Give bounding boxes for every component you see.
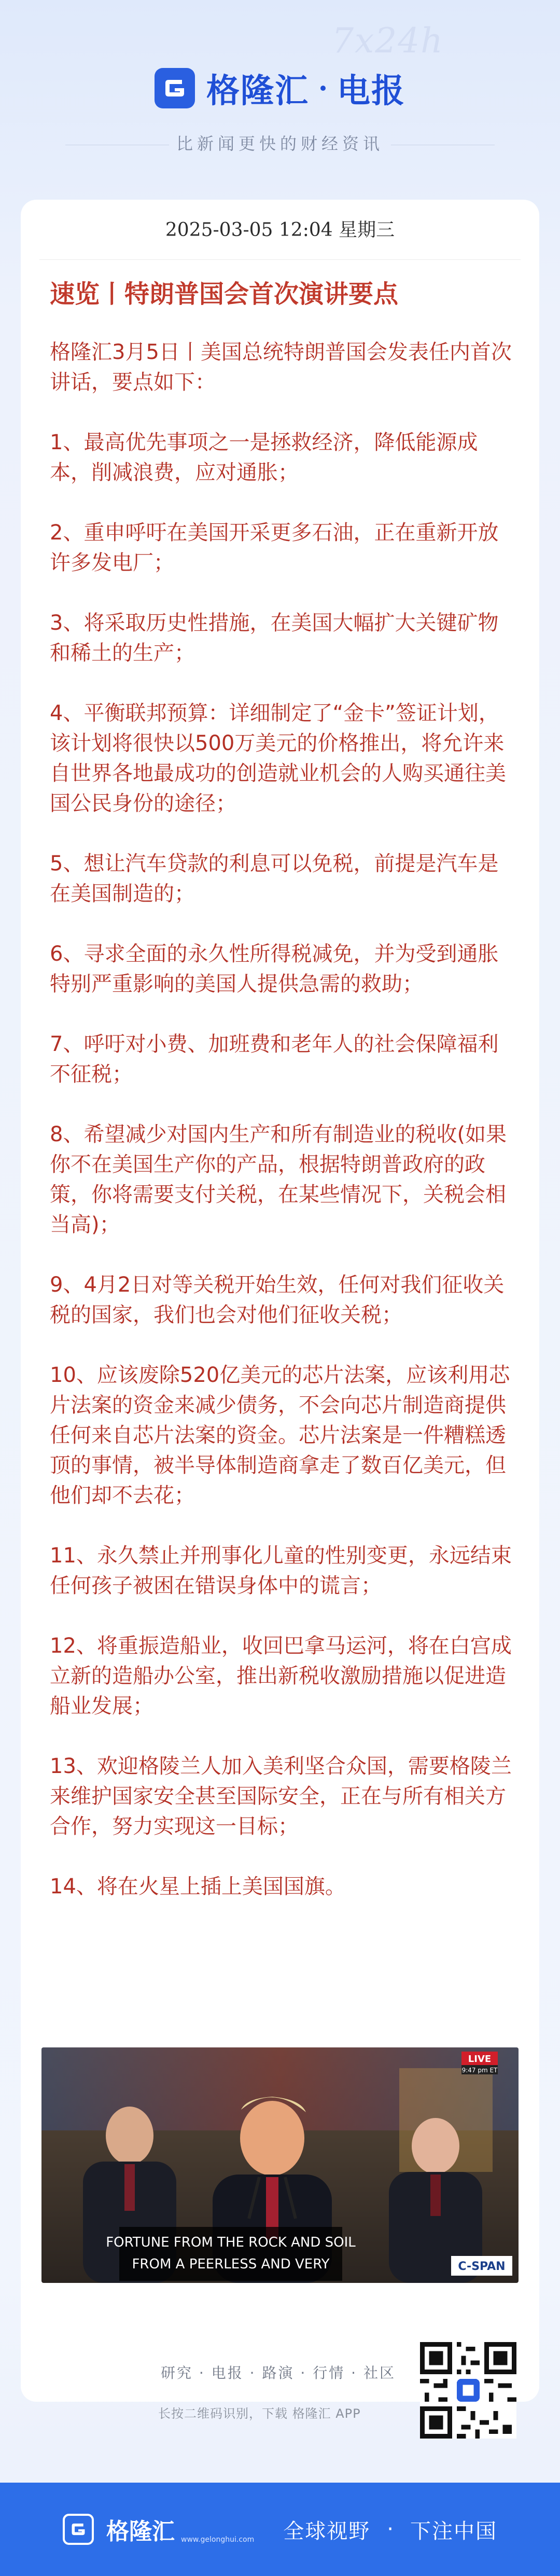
article-point-9: 9、4月2日对等关税开始生效，任何对我们征收关税的国家，我们也会对他们征收关税；	[50, 1273, 505, 1327]
article-intro: 格隆汇3月5日丨美国总统特朗普国会发表任内首次讲话，要点如下：	[50, 340, 512, 394]
article-point-10: 10、应该废除520亿美元的芯片法案，应该利用芯片法案的资金来减少债务，不会向芯片制造商提供任何来自芯片法案的资金。芯片法案是一件糟糕透顶的事情，被半导体制造商拿走了数百亿美元，但他们却不去花；	[50, 1363, 510, 1507]
gelonghui-logo-icon	[155, 68, 195, 108]
article-headline: 速览丨特朗普国会首次演讲要点	[50, 280, 399, 309]
cspan-logo: C-SPAN	[458, 2260, 506, 2273]
article-point-7: 7、呼吁对小费、加班费和老年人的社会保障福利不征税；	[50, 1032, 499, 1086]
article-point-8: 8、希望减少对国内生产和所有制造业的税收(如果你不在美国生产你的产品，根据特朗普政府的政策，你将需要支付关税，在某些情况下，关税会相当高)；	[50, 1123, 507, 1237]
article-datetime: 2025-03-05 12:04 星期三	[165, 219, 395, 241]
footer-sep: ·	[351, 2364, 358, 2381]
article-point-6: 6、寻求全面的永久性所得税减免，并为受到通胀特别严重影响的美国人提供急需的救助；	[50, 942, 499, 996]
slogan-right: 下注中国	[410, 2519, 497, 2543]
bottom-brand-bar	[0, 2483, 560, 2576]
footer-links	[161, 2362, 396, 2383]
bottom-logo-icon	[63, 2514, 94, 2545]
brand-dot	[320, 86, 326, 91]
footer-sep: ·	[249, 2364, 256, 2381]
qr-download-note: 长按二维码识别，下载 格隆汇 APP	[158, 2406, 361, 2421]
bottom-brand-name: 格隆汇	[106, 2518, 175, 2545]
footer-link-roadshow[interactable]: 路演	[262, 2364, 295, 2381]
tagline	[0, 131, 560, 155]
article-point-14: 14、将在火星上插上美国国旗。	[50, 1875, 346, 1899]
qr-code-icon[interactable]	[420, 2342, 516, 2439]
slogan-left: 全球视野	[283, 2519, 371, 2543]
footer-sep: ·	[199, 2364, 205, 2381]
article-point-5: 5、想让汽车贷款的利息可以免税，前提是汽车是在美国制造的；	[50, 852, 499, 906]
article-point-2: 2、重申呼吁在美国开采更多石油，正在重新开放许多发电厂；	[50, 521, 499, 575]
footer-link-market[interactable]: 行情	[313, 2364, 345, 2381]
bottom-brand-url: www.gelonghui.com	[181, 2536, 255, 2544]
article-point-11: 11、永久禁止并刑事化儿童的性别变更，永远结束任何孩子被困在错误身体中的谎言；	[50, 1544, 512, 1598]
tagline-text: 比新闻更快的财经资讯	[176, 134, 384, 154]
brand-header	[0, 62, 560, 114]
footer-link-telegraph[interactable]: 电报	[211, 2364, 244, 2381]
article-point-1: 1、最高优先事项之一是拯救经济，降低能源成本，削减浪费，应对通胀；	[50, 431, 478, 484]
watermark-7x24h: 7x24h	[332, 21, 444, 61]
brand-name: 格隆汇	[206, 72, 309, 110]
article-body	[50, 337, 516, 1932]
article-point-3: 3、将采取历史性措施，在美国大幅扩大关键矿物和稀土的生产；	[50, 611, 499, 665]
date-divider	[39, 259, 521, 260]
photo-caption-line-1: FORTUNE FROM THE ROCK AND SOIL	[106, 2235, 356, 2250]
footer-link-community[interactable]: 社区	[363, 2364, 396, 2381]
footer-link-research[interactable]: 研究	[161, 2364, 193, 2381]
live-time: 9:47 pm ET	[461, 2067, 498, 2074]
article-card	[21, 200, 539, 2421]
live-badge: LIVE	[468, 2054, 492, 2065]
brand-section: 电报	[337, 72, 405, 110]
photo-caption-line-2: FROM A PEERLESS AND VERY	[132, 2256, 330, 2272]
footer-sep: ·	[300, 2364, 307, 2381]
article-point-13: 13、欢迎格陵兰人加入美利坚合众国，需要格陵兰来维护国家安全甚至国际安全，正在与所有相关方合作，努力实现这一目标；	[50, 1754, 512, 1838]
speech-photo	[41, 2047, 519, 2283]
article-point-12: 12、将重振造船业，收回巴拿马运河，将在白宫成立新的造船办公室，推出新税收激励措施以促进造船业发展；	[50, 1634, 512, 1718]
slogan-separator: ·	[387, 2517, 394, 2541]
article-point-4: 4、平衡联邦预算：详细制定了“金卡”签证计划，该计划将很快以500万美元的价格推出，将允许来自世界各地最成功的创造就业机会的人购买通往美国公民身份的途径；	[50, 701, 506, 815]
